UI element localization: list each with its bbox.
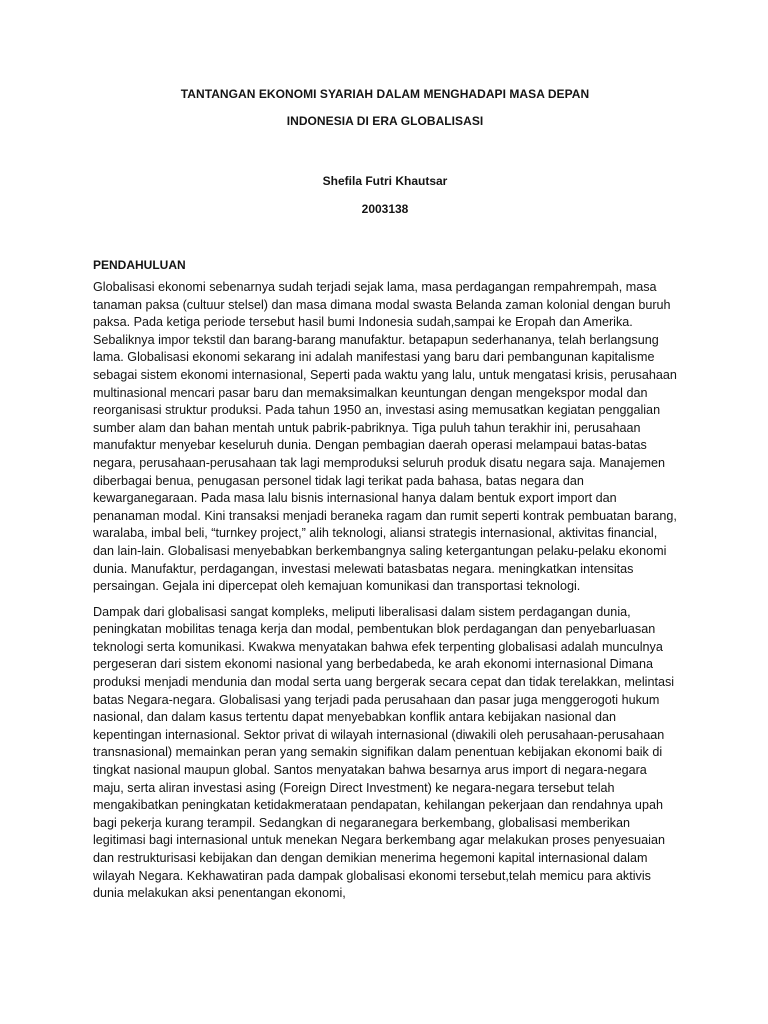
- document-title-line-2: INDONESIA DI ERA GLOBALISASI: [286, 114, 484, 128]
- student-id: 2003138: [361, 202, 409, 216]
- author-name: Shefila Futri Khautsar: [322, 174, 448, 188]
- section-heading: PENDAHULUAN: [93, 258, 186, 272]
- document-title-line-1: TANTANGAN EKONOMI SYARIAH DALAM MENGHADAPI MASA DEPAN: [180, 87, 590, 101]
- body-paragraph-1: Globalisasi ekonomi sebenarnya sudah terjadi sejak lama, masa perdagangan rempahrempah, masa tanaman paksa (cultuur stelsel) dan masa dimana modal swasta Belanda zaman kolonial dengan buruh paksa. Pada ketiga periode tersebut hasil bumi Indonesia sudah,sampai ke Eropah dan Amerika. Sebaliknya impor tekstil dan barang-barang manufaktur. betapapun sederhananya, telah berlangsung lama. Globalisasi ekonomi sekarang ini adalah manifestasi yang baru dari pembangunan kapitalisme sebagai sistem ekonomi internasional, Seperti pada waktu yang lalu, untuk mengatasi krisis, perusahaan multinasional mencari pasar baru dan memaksimalkan keuntungan dengan mengekspor modal dan reorganisasi struktur produksi. Pada tahun 1950 an, investasi asing memusatkan kegiatan penggalian sumber alam dan bahan mentah untuk pabrik-pabriknya. Tiga puluh tahun terakhir ini, perusahaan manufaktur menyebar keseluruh dunia. Dengan pembagian daerah operasi melampaui batas-batas negara, perusahaan-perusahaan tak lagi memproduksi seluruh produk disatu negara saja. Manajemen diberbagai benua, penugasan personel tidak lagi terikat pada bahasa, batas negara dan kewarganegaraan. Pada masa lalu bisnis internasional hanya dalam bentuk export import dan penanaman modal. Kini transaksi menjadi beraneka ragam dan rumit seperti kontrak pembuatan barang, waralaba, imbal beli, “turnkey project,” alih teknologi, aliansi strategis internasional, aktivitas financial, dan lain-lain. Globalisasi menyebabkan berkembangnya saling ketergantungan pelaku-pelaku ekonomi dunia. Manufaktur, perdagangan, investasi melewati batasbatas negara. meningkatkan intensitas persaingan. Gejala ini dipercepat oleh kemajuan komunikasi dan transportasi teknologi.: [93, 280, 677, 594]
- document-content: [93, 86, 677, 903]
- body-paragraph-2: Dampak dari globalisasi sangat kompleks, meliputi liberalisasi dalam sistem perdagangan dunia, peningkatan mobilitas tenaga kerja dan modal, pembentukan blok perdagangan dan penyebarluasan teknologi serta komunikasi. Kwakwa menyatakan bahwa efek terpenting globalisasi adalah munculnya pergeseran dari sistem ekonomi nasional yang berbedabeda, ke arah ekonomi internasional Dimana produksi menjadi mendunia dan modal serta uang bergerak secara cepat dan tidak terelakkan, melintasi batas Negara-negara. Globalisasi yang terjadi pada perusahaan dan pasar juga menggerogoti hukum nasional, dan dalam kasus tertentu dapat menyebabkan konflik antara kebijakan nasional dan kepentingan internasional. Sektor privat di wilayah internasional (diwakili oleh perusahaan-perusahaan transnasional) memainkan peran yang semakin signifikan dalam penentuan kebijakan ekonomi baik di tingkat nasional maupun global. Santos menyatakan bahwa besarnya arus import di negara-negara maju, serta aliran investasi asing (Foreign Direct Investment) ke negara-negara tersebut telah mengakibatkan peningkatan ketidakmerataan pendapatan, kehilangan pekerjaan dan rendahnya upah bagi pekerja kurang terampil. Sedangkan di negaranegara berkembang, globalisasi memberikan legitimasi bagi internasional untuk menekan Negara berkembang agar melakukan proses penyesuaian dan restrukturisasi kebijakan dan dengan demikian menerima hegemoni kapital internasional dalam wilayah Negara. Kekhawatiran pada dampak globalisasi ekonomi tersebut,telah memicu para aktivis dunia melakukan aksi penentangan ekonomi,: [93, 604, 675, 901]
